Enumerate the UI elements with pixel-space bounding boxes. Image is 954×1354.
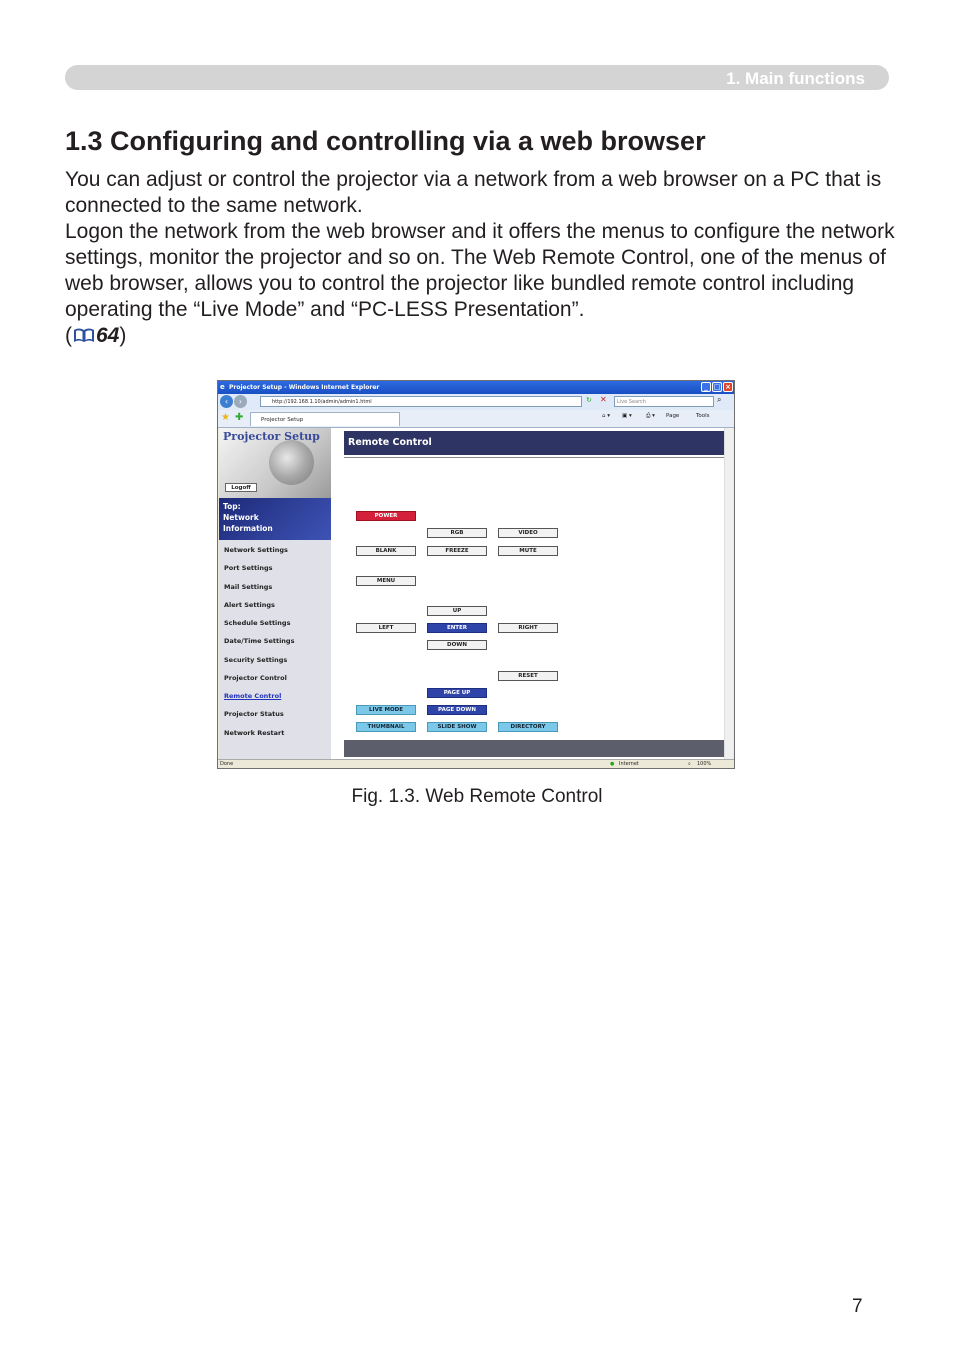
browser-content bbox=[219, 428, 733, 759]
status-zoom[interactable]: 100% bbox=[697, 761, 712, 767]
minimize-button[interactable]: _ bbox=[701, 382, 711, 392]
window-title: Projector Setup - Windows Internet Explorer bbox=[229, 384, 380, 391]
sidebar-item-remote-control[interactable]: Remote Control bbox=[224, 692, 282, 700]
section-header-bar bbox=[65, 65, 889, 90]
paragraph-1: You can adjust or control the projector via a network from a web browser on a PC that is connected to the same network. bbox=[65, 168, 882, 217]
sidebar-top-network-information[interactable] bbox=[219, 498, 331, 540]
ref-close: ) bbox=[119, 324, 127, 347]
up-button[interactable]: UP bbox=[427, 606, 487, 616]
enter-button[interactable]: ENTER bbox=[427, 623, 487, 633]
body-text bbox=[65, 167, 895, 349]
feeds-icon[interactable]: ▣ ▾ bbox=[622, 413, 632, 419]
sidebar-item-port-settings[interactable]: Port Settings bbox=[224, 564, 273, 572]
logoff-button[interactable]: Logoff bbox=[225, 483, 257, 492]
search-input[interactable]: Live Search bbox=[614, 396, 714, 407]
ie-icon: e bbox=[220, 383, 225, 391]
page-number: 7 bbox=[852, 1296, 863, 1317]
maximize-button[interactable]: □ bbox=[713, 383, 721, 391]
top-line-2: Network bbox=[223, 513, 259, 522]
back-button[interactable]: ‹ bbox=[220, 395, 233, 408]
page-menu[interactable]: Page bbox=[666, 413, 680, 419]
sidebar-item-projector-status[interactable]: Projector Status bbox=[224, 710, 284, 718]
favorites-star-icon[interactable]: ★ bbox=[221, 412, 230, 423]
sidebar-header bbox=[219, 428, 331, 498]
left-button[interactable]: LEFT bbox=[356, 623, 416, 633]
close-button[interactable]: × bbox=[723, 382, 733, 392]
down-button[interactable]: DOWN bbox=[427, 640, 487, 650]
page-down-button[interactable]: PAGE DOWN bbox=[427, 705, 487, 715]
sidebar-item-date-time-settings[interactable]: Date/Time Settings bbox=[224, 637, 295, 645]
window-titlebar bbox=[218, 381, 734, 394]
sidebar-item-network-restart[interactable]: Network Restart bbox=[224, 729, 285, 737]
title-divider bbox=[344, 457, 727, 458]
ref-open: ( bbox=[65, 324, 72, 347]
web-remote-control-screenshot bbox=[217, 380, 735, 769]
paragraph-2-text: Logon the network from the web browser and it offers the menus to configure the network settings, monitor the projector and so on. The Web Remote Control, one of the menus of web browser, allows you to control the projector like bundled remote control including operating the “Live Mode” and “PC-LESS Presentation”. bbox=[65, 220, 895, 321]
vertical-scrollbar[interactable] bbox=[724, 428, 733, 759]
page-up-button[interactable]: PAGE UP bbox=[427, 688, 487, 698]
brand-logo: Projector Setup bbox=[223, 430, 320, 443]
projector-lens-image bbox=[269, 440, 314, 485]
menu-button[interactable]: MENU bbox=[356, 576, 416, 586]
video-button[interactable]: VIDEO bbox=[498, 528, 558, 538]
slide-show-button[interactable]: SLIDE SHOW bbox=[427, 722, 487, 732]
rgb-button[interactable]: RGB bbox=[427, 528, 487, 538]
stop-icon[interactable]: ✕ bbox=[600, 395, 607, 404]
figure-caption: Fig. 1.3. Web Remote Control bbox=[351, 786, 603, 807]
power-button[interactable]: POWER bbox=[356, 511, 416, 521]
freeze-button[interactable]: FREEZE bbox=[427, 546, 487, 556]
section-heading: 1.3 Configuring and controlling via a web browser bbox=[65, 126, 706, 156]
right-button[interactable]: RIGHT bbox=[498, 623, 558, 633]
search-icon[interactable]: ⌕ bbox=[717, 395, 722, 404]
sidebar-item-projector-control[interactable]: Projector Control bbox=[224, 674, 287, 682]
sidebar-item-mail-settings[interactable]: Mail Settings bbox=[224, 583, 273, 591]
paragraph-2 bbox=[65, 219, 895, 349]
blank-button[interactable]: BLANK bbox=[356, 546, 416, 556]
url-input[interactable]: http://192.168.1.10/admin/admin1.html bbox=[260, 396, 582, 407]
top-line-1: Top: bbox=[223, 502, 241, 511]
live-mode-button[interactable]: LIVE MODE bbox=[356, 705, 416, 715]
section-label: 1. Main functions bbox=[726, 69, 865, 88]
ref-page[interactable]: 64 bbox=[96, 324, 120, 347]
remote-control-title: Remote Control bbox=[344, 431, 727, 455]
sidebar bbox=[219, 428, 331, 759]
add-favorite-icon[interactable]: ✚ bbox=[235, 412, 244, 423]
address-bar bbox=[218, 394, 734, 410]
home-icon[interactable]: ⌂ ▾ bbox=[602, 413, 611, 419]
sidebar-item-security-settings[interactable]: Security Settings bbox=[224, 656, 288, 664]
sidebar-item-alert-settings[interactable]: Alert Settings bbox=[224, 601, 275, 609]
top-line-3: Information bbox=[223, 524, 273, 533]
thumbnail-button[interactable]: THUMBNAIL bbox=[356, 722, 416, 732]
footer-band bbox=[344, 740, 727, 757]
globe-icon: ● bbox=[610, 761, 615, 767]
book-icon bbox=[73, 327, 95, 343]
sidebar-item-schedule-settings[interactable]: Schedule Settings bbox=[224, 619, 291, 627]
sidebar-item-network-settings[interactable]: Network Settings bbox=[224, 546, 288, 554]
reset-button[interactable]: RESET bbox=[498, 671, 558, 681]
tab-projector-setup[interactable]: Projector Setup bbox=[250, 412, 400, 426]
status-done: Done bbox=[220, 761, 234, 767]
forward-button[interactable]: › bbox=[234, 395, 247, 408]
zoom-icon[interactable]: ⌕ bbox=[688, 761, 691, 767]
status-bar bbox=[218, 759, 734, 769]
refresh-icon[interactable]: ↻ bbox=[586, 396, 592, 404]
status-zone: Internet bbox=[619, 761, 639, 767]
mute-button[interactable]: MUTE bbox=[498, 546, 558, 556]
tab-bar bbox=[218, 410, 734, 428]
directory-button[interactable]: DIRECTORY bbox=[498, 722, 558, 732]
tools-menu[interactable]: Tools bbox=[696, 413, 710, 419]
print-icon[interactable]: ⎙ ▾ bbox=[646, 413, 655, 419]
